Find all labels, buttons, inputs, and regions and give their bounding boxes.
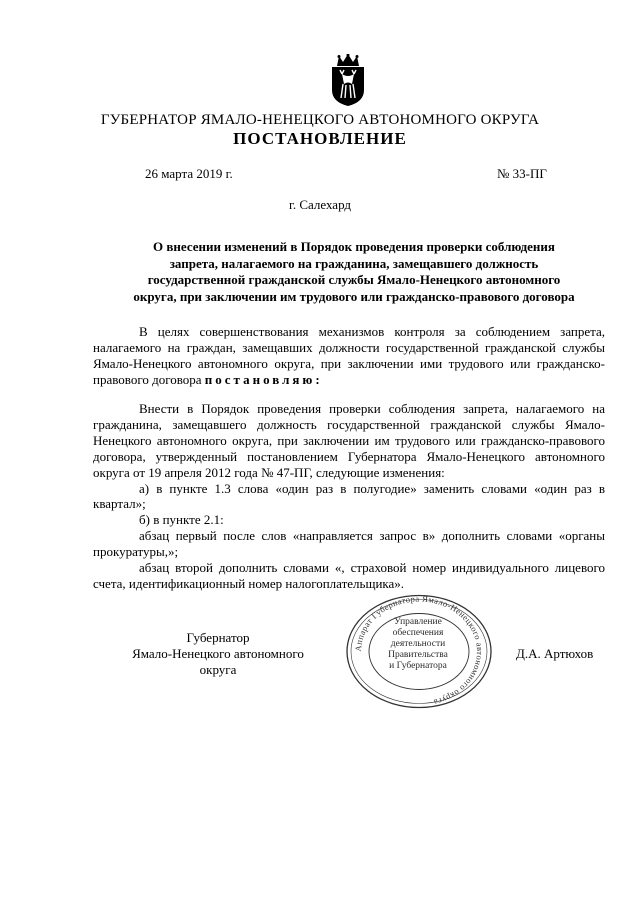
stamp-center-line: Управление bbox=[394, 617, 442, 627]
signatory-position bbox=[123, 630, 313, 678]
document-number: № 33-ПГ bbox=[497, 166, 547, 181]
coat-of-arms-emblem-icon bbox=[330, 54, 366, 106]
stamp-ring-text: Аппарат Губернатора Ямало-Ненецкого автономного округа bbox=[352, 593, 486, 708]
signatory-position-line: Ямало-Ненецкого автономного округа bbox=[132, 646, 304, 677]
document-date: 26 марта 2019 г. bbox=[145, 166, 233, 181]
main-body bbox=[93, 401, 605, 592]
document-city: г. Салехард bbox=[288, 197, 352, 212]
stamp-center-line: деятельности bbox=[390, 639, 446, 649]
governor-heading: ГУБЕРНАТОР ЯМАЛО-НЕНЕЦКОГО АВТОНОМНОГО ОКРУГА bbox=[100, 112, 540, 128]
signatory-position-line: Губернатор bbox=[186, 630, 250, 645]
item-b-paragraph-2: абзац второй дополнить словами «, страховой номер индивидуального лицевого счета, идентификационный номер налогоплательщика». bbox=[93, 560, 605, 591]
document-title-line: округа, при заключении им трудового или гражданско-правового договора bbox=[133, 288, 575, 304]
item-b: б) в пункте 2.1: bbox=[139, 512, 224, 528]
document-title-line: запрета, налагаемого на гражданина, замещавшего должность bbox=[169, 255, 539, 271]
decree-word: постановляю: bbox=[204, 371, 323, 387]
item-b-paragraph-1: абзац первый после слов «направляется запрос в» дополнить словами «органы прокуратуры,»; bbox=[93, 528, 605, 560]
stamp-center-line: обеспечения bbox=[392, 628, 444, 638]
stamp-center-line: и Губернатора bbox=[389, 661, 447, 671]
document-type: ПОСТАНОВЛЕНИЕ bbox=[233, 129, 407, 148]
document-title-line: государственной гражданской службы Ямало-Ненецкого автономного bbox=[147, 272, 561, 287]
document-title-line: О внесении изменений в Порядок проведения проверки соблюдения bbox=[153, 239, 555, 254]
stamp-center-line: Правительства bbox=[388, 650, 448, 660]
item-a: а) в пункте 1.3 слова «один раз в полугодие» заменить словами «один раз в квартал»; bbox=[93, 480, 605, 512]
preamble-text: В целях совершенствования механизмов контроля за соблюдением запрета, налагаемого на граждан, замещавших должности государственной гражданской службы Ямало-Ненецкого автономного округа, при заключении ими трудового или гражданско-правового договора bbox=[93, 324, 605, 387]
preamble-paragraph bbox=[93, 324, 605, 388]
main-paragraph: Внести в Порядок проведения проверки соблюдения запрета, налагаемого на гражданина, замещавшего должность государственной гражданской службы Ямало-Ненецкого автономного округа, при заключении им трудового или гражданско-правового договора, утвержденный постановлением Губернатора Ямало-Ненецкого автономного округа от 19 апреля 2012 года № 47-ПГ, следующие изменения: bbox=[93, 401, 605, 480]
signatory-name: Д.А. Артюхов bbox=[516, 646, 594, 661]
stamp-center-text bbox=[372, 617, 464, 672]
document-title bbox=[90, 239, 618, 305]
